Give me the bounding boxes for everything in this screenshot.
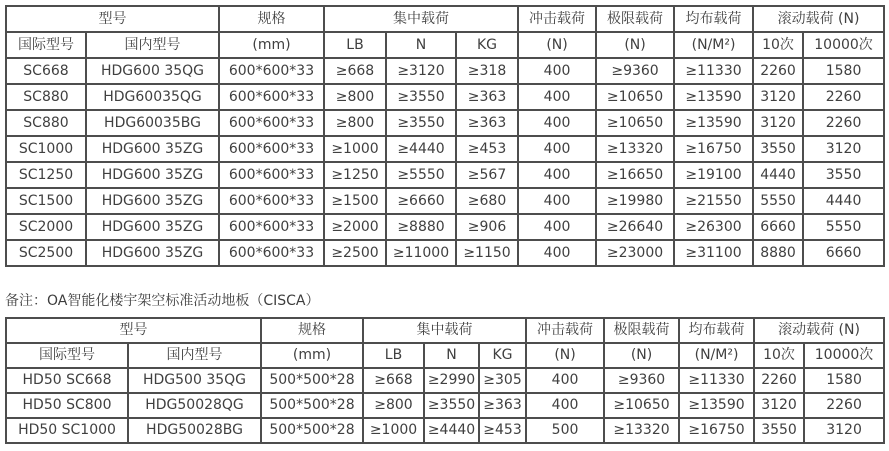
cell: HD50 SC1000 xyxy=(6,418,128,443)
cell: ≥668 xyxy=(363,368,424,393)
col-header-mm: (mm) xyxy=(219,32,324,58)
col-header-kg: KG xyxy=(479,343,526,368)
col-header-times-10000: 10000次 xyxy=(804,343,884,368)
col-header-ultimate-unit: (N) xyxy=(604,343,679,368)
cell: 400 xyxy=(518,84,596,110)
cell: 600*600*33 xyxy=(219,84,324,110)
col-header-rolling-load: 滚动载荷 (N) xyxy=(754,318,884,343)
cell: ≥2000 xyxy=(324,214,386,240)
cell: 4440 xyxy=(803,188,884,214)
cell: HDG600 35ZG xyxy=(86,240,219,266)
col-header-lb: LB xyxy=(324,32,386,58)
cell: ≥5550 xyxy=(386,162,456,188)
cell: ≥13320 xyxy=(596,136,674,162)
cell: SC1250 xyxy=(6,162,86,188)
cell: ≥16750 xyxy=(679,418,754,443)
col-header-intl-model: 国际型号 xyxy=(6,343,128,368)
col-header-times-10000: 10000次 xyxy=(803,32,884,58)
cell: SC880 xyxy=(6,110,86,136)
col-header-ultimate-unit: (N) xyxy=(596,32,674,58)
col-header-n: N xyxy=(386,32,456,58)
cell: ≥13590 xyxy=(674,110,753,136)
cell: 500*500*28 xyxy=(261,368,363,393)
cell: ≥11000 xyxy=(386,240,456,266)
cell: ≥3120 xyxy=(386,58,456,84)
table-row xyxy=(6,418,884,443)
col-header-impact-load: 冲击载荷 xyxy=(526,318,604,343)
cell: ≥26300 xyxy=(674,214,753,240)
col-header-concentrated-load: 集中载荷 xyxy=(363,318,526,343)
cell: 600*600*33 xyxy=(219,240,324,266)
cell: ≥9360 xyxy=(604,368,679,393)
cell: 8880 xyxy=(753,240,803,266)
cell: HDG600 35ZG xyxy=(86,136,219,162)
spec-table-600 xyxy=(5,5,885,267)
table-row xyxy=(6,393,884,418)
cell: ≥453 xyxy=(479,418,526,443)
col-header-impact-load: 冲击载荷 xyxy=(518,6,596,32)
cell: ≥31100 xyxy=(674,240,753,266)
cell: 5550 xyxy=(803,214,884,240)
col-header-ultimate-load: 极限载荷 xyxy=(604,318,679,343)
cell: ≥305 xyxy=(479,368,526,393)
cell: ≥26640 xyxy=(596,214,674,240)
cell: ≥13590 xyxy=(674,84,753,110)
cell: ≥800 xyxy=(324,84,386,110)
table-row xyxy=(6,368,884,393)
cell: 2260 xyxy=(804,393,884,418)
cell: ≥11330 xyxy=(674,58,753,84)
cell: ≥1500 xyxy=(324,188,386,214)
cell: 400 xyxy=(518,110,596,136)
cell: ≥19100 xyxy=(674,162,753,188)
cell: ≥363 xyxy=(479,393,526,418)
cell: HDG60035QG xyxy=(86,84,219,110)
cell: ≥16750 xyxy=(674,136,753,162)
cell: 400 xyxy=(518,240,596,266)
cell: ≥668 xyxy=(324,58,386,84)
table-header xyxy=(6,6,884,58)
cell: 2260 xyxy=(753,58,803,84)
cell: HDG60035BG xyxy=(86,110,219,136)
cell: 3120 xyxy=(753,110,803,136)
cell: 3550 xyxy=(803,162,884,188)
cell: ≥4440 xyxy=(424,418,479,443)
table-header xyxy=(6,318,884,368)
spec-table-500 xyxy=(5,317,885,444)
col-header-distributed-load: 均布载荷 xyxy=(674,6,753,32)
col-header-distributed-load: 均布载荷 xyxy=(679,318,754,343)
col-header-rolling-load: 滚动载荷 (N) xyxy=(753,6,884,32)
table-row xyxy=(6,162,884,188)
header-row-groups xyxy=(6,6,884,32)
cell: ≥363 xyxy=(456,84,518,110)
cell: ≥9360 xyxy=(596,58,674,84)
cell: 400 xyxy=(518,188,596,214)
cell: SC2000 xyxy=(6,214,86,240)
cell: ≥10650 xyxy=(596,84,674,110)
cell: HDG600 35ZG xyxy=(86,162,219,188)
cell: SC1000 xyxy=(6,136,86,162)
cell: HDG50028QG xyxy=(128,393,261,418)
cell: 400 xyxy=(526,393,604,418)
cell: SC2500 xyxy=(6,240,86,266)
cell: 2260 xyxy=(803,110,884,136)
cell: ≥3550 xyxy=(424,393,479,418)
header-row-units xyxy=(6,32,884,58)
cell: 600*600*33 xyxy=(219,214,324,240)
note-text: 备注：OA智能化楼宇架空标准活动地板（CISCA） xyxy=(5,293,320,309)
cell: ≥453 xyxy=(456,136,518,162)
cell: 3550 xyxy=(754,418,804,443)
cell: ≥318 xyxy=(456,58,518,84)
cell: ≥4440 xyxy=(386,136,456,162)
cell: SC880 xyxy=(6,84,86,110)
cell: ≥3550 xyxy=(386,110,456,136)
cell: ≥800 xyxy=(324,110,386,136)
cell: ≥16650 xyxy=(596,162,674,188)
cell: 6660 xyxy=(753,214,803,240)
cell: HD50 SC800 xyxy=(6,393,128,418)
cell: SC1500 xyxy=(6,188,86,214)
col-header-lb: LB xyxy=(363,343,424,368)
table-row xyxy=(6,188,884,214)
cell: ≥11330 xyxy=(679,368,754,393)
table-row xyxy=(6,214,884,240)
col-header-model: 型号 xyxy=(6,318,261,343)
cell: 1580 xyxy=(804,368,884,393)
col-header-ultimate-load: 极限载荷 xyxy=(596,6,674,32)
cell: 600*600*33 xyxy=(219,58,324,84)
col-header-distributed-unit: (N/M²) xyxy=(674,32,753,58)
cell: 600*600*33 xyxy=(219,162,324,188)
table-body-600 xyxy=(6,58,884,266)
cell: ≥1250 xyxy=(324,162,386,188)
cell: ≥1150 xyxy=(456,240,518,266)
cell: ≥800 xyxy=(363,393,424,418)
cell: 600*600*33 xyxy=(219,188,324,214)
col-header-impact-unit: (N) xyxy=(518,32,596,58)
cell: 5550 xyxy=(753,188,803,214)
cell: 3550 xyxy=(753,136,803,162)
cell: HD50 SC668 xyxy=(6,368,128,393)
col-header-times-10: 10次 xyxy=(754,343,804,368)
cell: 500*500*28 xyxy=(261,393,363,418)
table-row xyxy=(6,58,884,84)
cell: 3120 xyxy=(803,136,884,162)
header-row-groups xyxy=(6,318,884,343)
cell: 6660 xyxy=(803,240,884,266)
cell: HDG600 35ZG xyxy=(86,214,219,240)
cell: ≥23000 xyxy=(596,240,674,266)
cell: ≥3550 xyxy=(386,84,456,110)
cell: ≥6660 xyxy=(386,188,456,214)
cell: ≥8880 xyxy=(386,214,456,240)
cell: 400 xyxy=(518,214,596,240)
cell: ≥567 xyxy=(456,162,518,188)
cell: ≥13320 xyxy=(604,418,679,443)
cell: ≥10650 xyxy=(596,110,674,136)
cell: ≥2990 xyxy=(424,368,479,393)
cell: 3120 xyxy=(754,393,804,418)
col-header-distributed-unit: (N/M²) xyxy=(679,343,754,368)
cell: ≥21550 xyxy=(674,188,753,214)
cell: ≥906 xyxy=(456,214,518,240)
table-body-500 xyxy=(6,368,884,443)
cell: SC668 xyxy=(6,58,86,84)
table-row xyxy=(6,240,884,266)
table-row xyxy=(6,110,884,136)
table-row xyxy=(6,136,884,162)
cell: 3120 xyxy=(804,418,884,443)
cell: 400 xyxy=(526,368,604,393)
cell: ≥10650 xyxy=(604,393,679,418)
cell: ≥19980 xyxy=(596,188,674,214)
cell: 600*600*33 xyxy=(219,110,324,136)
cell: 2260 xyxy=(754,368,804,393)
table-row xyxy=(6,84,884,110)
cell: 500 xyxy=(526,418,604,443)
col-header-spec: 规格 xyxy=(219,6,324,32)
cell: ≥363 xyxy=(456,110,518,136)
cell: HDG500 35QG xyxy=(128,368,261,393)
cell: ≥680 xyxy=(456,188,518,214)
col-header-model: 型号 xyxy=(6,6,219,32)
col-header-impact-unit: (N) xyxy=(526,343,604,368)
cell: HDG600 35ZG xyxy=(86,188,219,214)
header-row-units xyxy=(6,343,884,368)
col-header-kg: KG xyxy=(456,32,518,58)
col-header-domestic-model: 国内型号 xyxy=(128,343,261,368)
cell: ≥2500 xyxy=(324,240,386,266)
cell: 2260 xyxy=(803,84,884,110)
cell: 1580 xyxy=(803,58,884,84)
col-header-spec: 规格 xyxy=(261,318,363,343)
cell: ≥13590 xyxy=(679,393,754,418)
cell: 3120 xyxy=(753,84,803,110)
cell: 400 xyxy=(518,136,596,162)
cell: 400 xyxy=(518,58,596,84)
cell: ≥1000 xyxy=(363,418,424,443)
cell: HDG50028BG xyxy=(128,418,261,443)
col-header-mm: (mm) xyxy=(261,343,363,368)
col-header-times-10: 10次 xyxy=(753,32,803,58)
cell: 600*600*33 xyxy=(219,136,324,162)
cell: 4440 xyxy=(753,162,803,188)
cell: ≥1000 xyxy=(324,136,386,162)
cell: HDG600 35QG xyxy=(86,58,219,84)
col-header-intl-model: 国际型号 xyxy=(6,32,86,58)
col-header-n: N xyxy=(424,343,479,368)
col-header-domestic-model: 国内型号 xyxy=(86,32,219,58)
cell: 400 xyxy=(518,162,596,188)
cell: 500*500*28 xyxy=(261,418,363,443)
col-header-concentrated-load: 集中载荷 xyxy=(324,6,518,32)
